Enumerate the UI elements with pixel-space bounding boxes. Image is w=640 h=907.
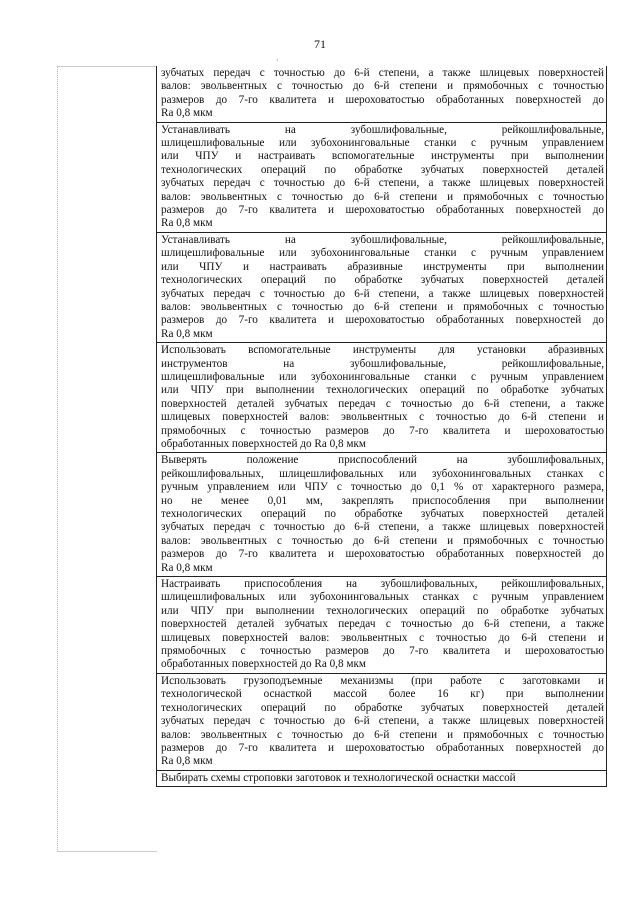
text-line: зубчатых передач с точностью до 6-й степени, а также шлицевых поверхностей xyxy=(161,67,604,79)
text-line: Ra 0,8 мкм xyxy=(161,755,213,768)
text-line: обработанных поверхностей до Ra 0,8 мкм xyxy=(161,658,366,671)
text-line: размеров до 7-го квалитета и шероховатостью обработанных поверхностей до xyxy=(161,314,604,327)
text-line: поверхностей деталей зубчатых передач с точностью до 6-й степени, а также xyxy=(161,397,604,410)
text-line: ручным управлением или ЧПУ с точностью до 0,1 % от характерного размера, xyxy=(161,481,604,494)
text-line: технологической оснасткой массой более 16 кг) при выполнении xyxy=(161,688,604,701)
text-line: размеров до 7-го квалитета и шероховатостью обработанных поверхностей до xyxy=(161,204,604,217)
text-line: Ra 0,8 мкм xyxy=(161,107,213,120)
text-line: инструментов на зубошлифовальные, рейкошлифовальные, xyxy=(161,357,604,370)
requirements-table xyxy=(156,66,607,787)
table-row xyxy=(157,770,606,787)
text-line: валов: эвольвентных с точностью до 6-й степени и прямобочных с точностью xyxy=(161,190,604,203)
text-line: валов: эвольвентных с точностью до 6-й степени и прямобочных с точностью xyxy=(161,534,604,547)
text-line: или ЧПУ и настраивать вспомогательные инструменты при выполнении xyxy=(161,150,604,163)
page-number: 71 xyxy=(314,37,326,51)
text-line: Устанавливать на зубошлифовальные, рейкошлифовальные, xyxy=(161,123,604,136)
text-line: зубчатых передач с точностью до 6-й степени, а также шлицевых поверхностей xyxy=(161,521,604,534)
text-line: обработанных поверхностей до Ra 0,8 мкм xyxy=(161,437,366,450)
text-line: шлицевых поверхностей валов: эвольвентных с точностью до 6-й степени и xyxy=(161,411,604,424)
text-line: Выверять положение приспособлений на зубошлифовальных, xyxy=(161,454,604,467)
text-line: зубчатых передач с точностью до 6-й степени, а также шлицевых поверхностей xyxy=(161,177,604,190)
text-line: размеров до 7-го квалитета и шероховатостью обработанных поверхностей до xyxy=(161,93,604,106)
table-row xyxy=(157,122,606,232)
text-line: размеров до 7-го квалитета и шероховатостью обработанных поверхностей до xyxy=(161,741,604,754)
text-line: технологических операций по обработке зубчатых поверхностей деталей xyxy=(161,163,604,176)
text-line: валов: эвольвентных с точностью до 6-й степени и прямобочных с точностью xyxy=(161,728,604,741)
text-line: Настраивать приспособления на зубошлифовальных, рейкошлифовальных, xyxy=(161,578,604,591)
table-left-column xyxy=(57,66,157,852)
text-line: или ЧПУ и настраивать абразивные инструменты при выполнении xyxy=(161,260,604,273)
table-row xyxy=(157,452,606,576)
text-line: рейкошлифовальных, шлицешлифовальных или зубохонинговальных станках с xyxy=(161,467,604,480)
text-line: поверхностей деталей зубчатых передач с точностью до 6-й степени, а также xyxy=(161,618,604,631)
text-line: шлицешлифовальные или зубохонинговальные станки с ручным управлением xyxy=(161,247,604,260)
text-line: Использовать вспомогательные инструменты для установки абразивных xyxy=(161,344,604,357)
text-line: зубчатых передач с точностью до 6-й степени, а также шлицевых поверхностей xyxy=(161,715,604,728)
table-row xyxy=(157,673,606,770)
text-line: прямобочных с точностью размеров до 7-го квалитета и шероховатостью xyxy=(161,645,604,658)
table-row xyxy=(157,342,606,452)
text-line: Выбирать схемы строповки заготовок и технологической оснастки массой xyxy=(161,771,516,784)
text-line: или ЧПУ при выполнении технологических операций по обработке зубчатых xyxy=(161,604,604,617)
column-rule xyxy=(58,66,157,67)
text-line: Ra 0,8 мкм xyxy=(161,327,213,340)
table-row xyxy=(157,66,606,122)
text-line: технологических операций по обработке зубчатых поверхностей деталей xyxy=(161,508,604,520)
text-line: зубчатых передач с точностью до 6-й степени, а также шлицевых поверхностей xyxy=(161,287,604,300)
text-line: Устанавливать на зубошлифовальные, рейкошлифовальные, xyxy=(161,233,604,246)
text-line: валов: эвольвентных с точностью до 6-й степени и прямобочных с точностью xyxy=(161,300,604,313)
text-line: шлицевых поверхностей валов: эвольвентных с точностью до 6-й степени и xyxy=(161,631,604,644)
text-line: Ra 0,8 мкм xyxy=(161,561,213,574)
text-line: технологических операций по обработке зубчатых поверхностей деталей xyxy=(161,701,604,714)
table-row xyxy=(157,232,606,342)
text-line: Использовать грузоподъемные механизмы (при работе с заготовками и xyxy=(161,674,604,687)
text-line: валов: эвольвентных с точностью до 6-й степени и прямобочных с точностью xyxy=(161,80,604,93)
text-line: или ЧПУ при выполнении технологических операций по обработке зубчатых xyxy=(161,384,604,397)
text-line: шлицешлифовальные или зубохонинговальные станки с ручным управлением xyxy=(161,370,604,383)
text-line: но не менее 0,01 мм, закреплять приспособления при выполнении xyxy=(161,494,604,507)
text-line: Ra 0,8 мкм xyxy=(161,217,213,230)
column-rule xyxy=(58,851,157,852)
text-line: шлицешлифовальных или зубохонинговальных станках с ручным управлением xyxy=(161,591,604,604)
text-line: шлицешлифовальные или зубохонинговальные станки с ручным управлением xyxy=(161,137,604,150)
text-line: прямобочных с точностью размеров до 7-го квалитета и шероховатостью xyxy=(161,424,604,437)
text-line: размеров до 7-го квалитета и шероховатостью обработанных поверхностей до xyxy=(161,548,604,561)
text-line: технологических операций по обработке зубчатых поверхностей деталей xyxy=(161,274,604,287)
table-row xyxy=(157,576,606,673)
scan-speck: · xyxy=(276,56,279,65)
